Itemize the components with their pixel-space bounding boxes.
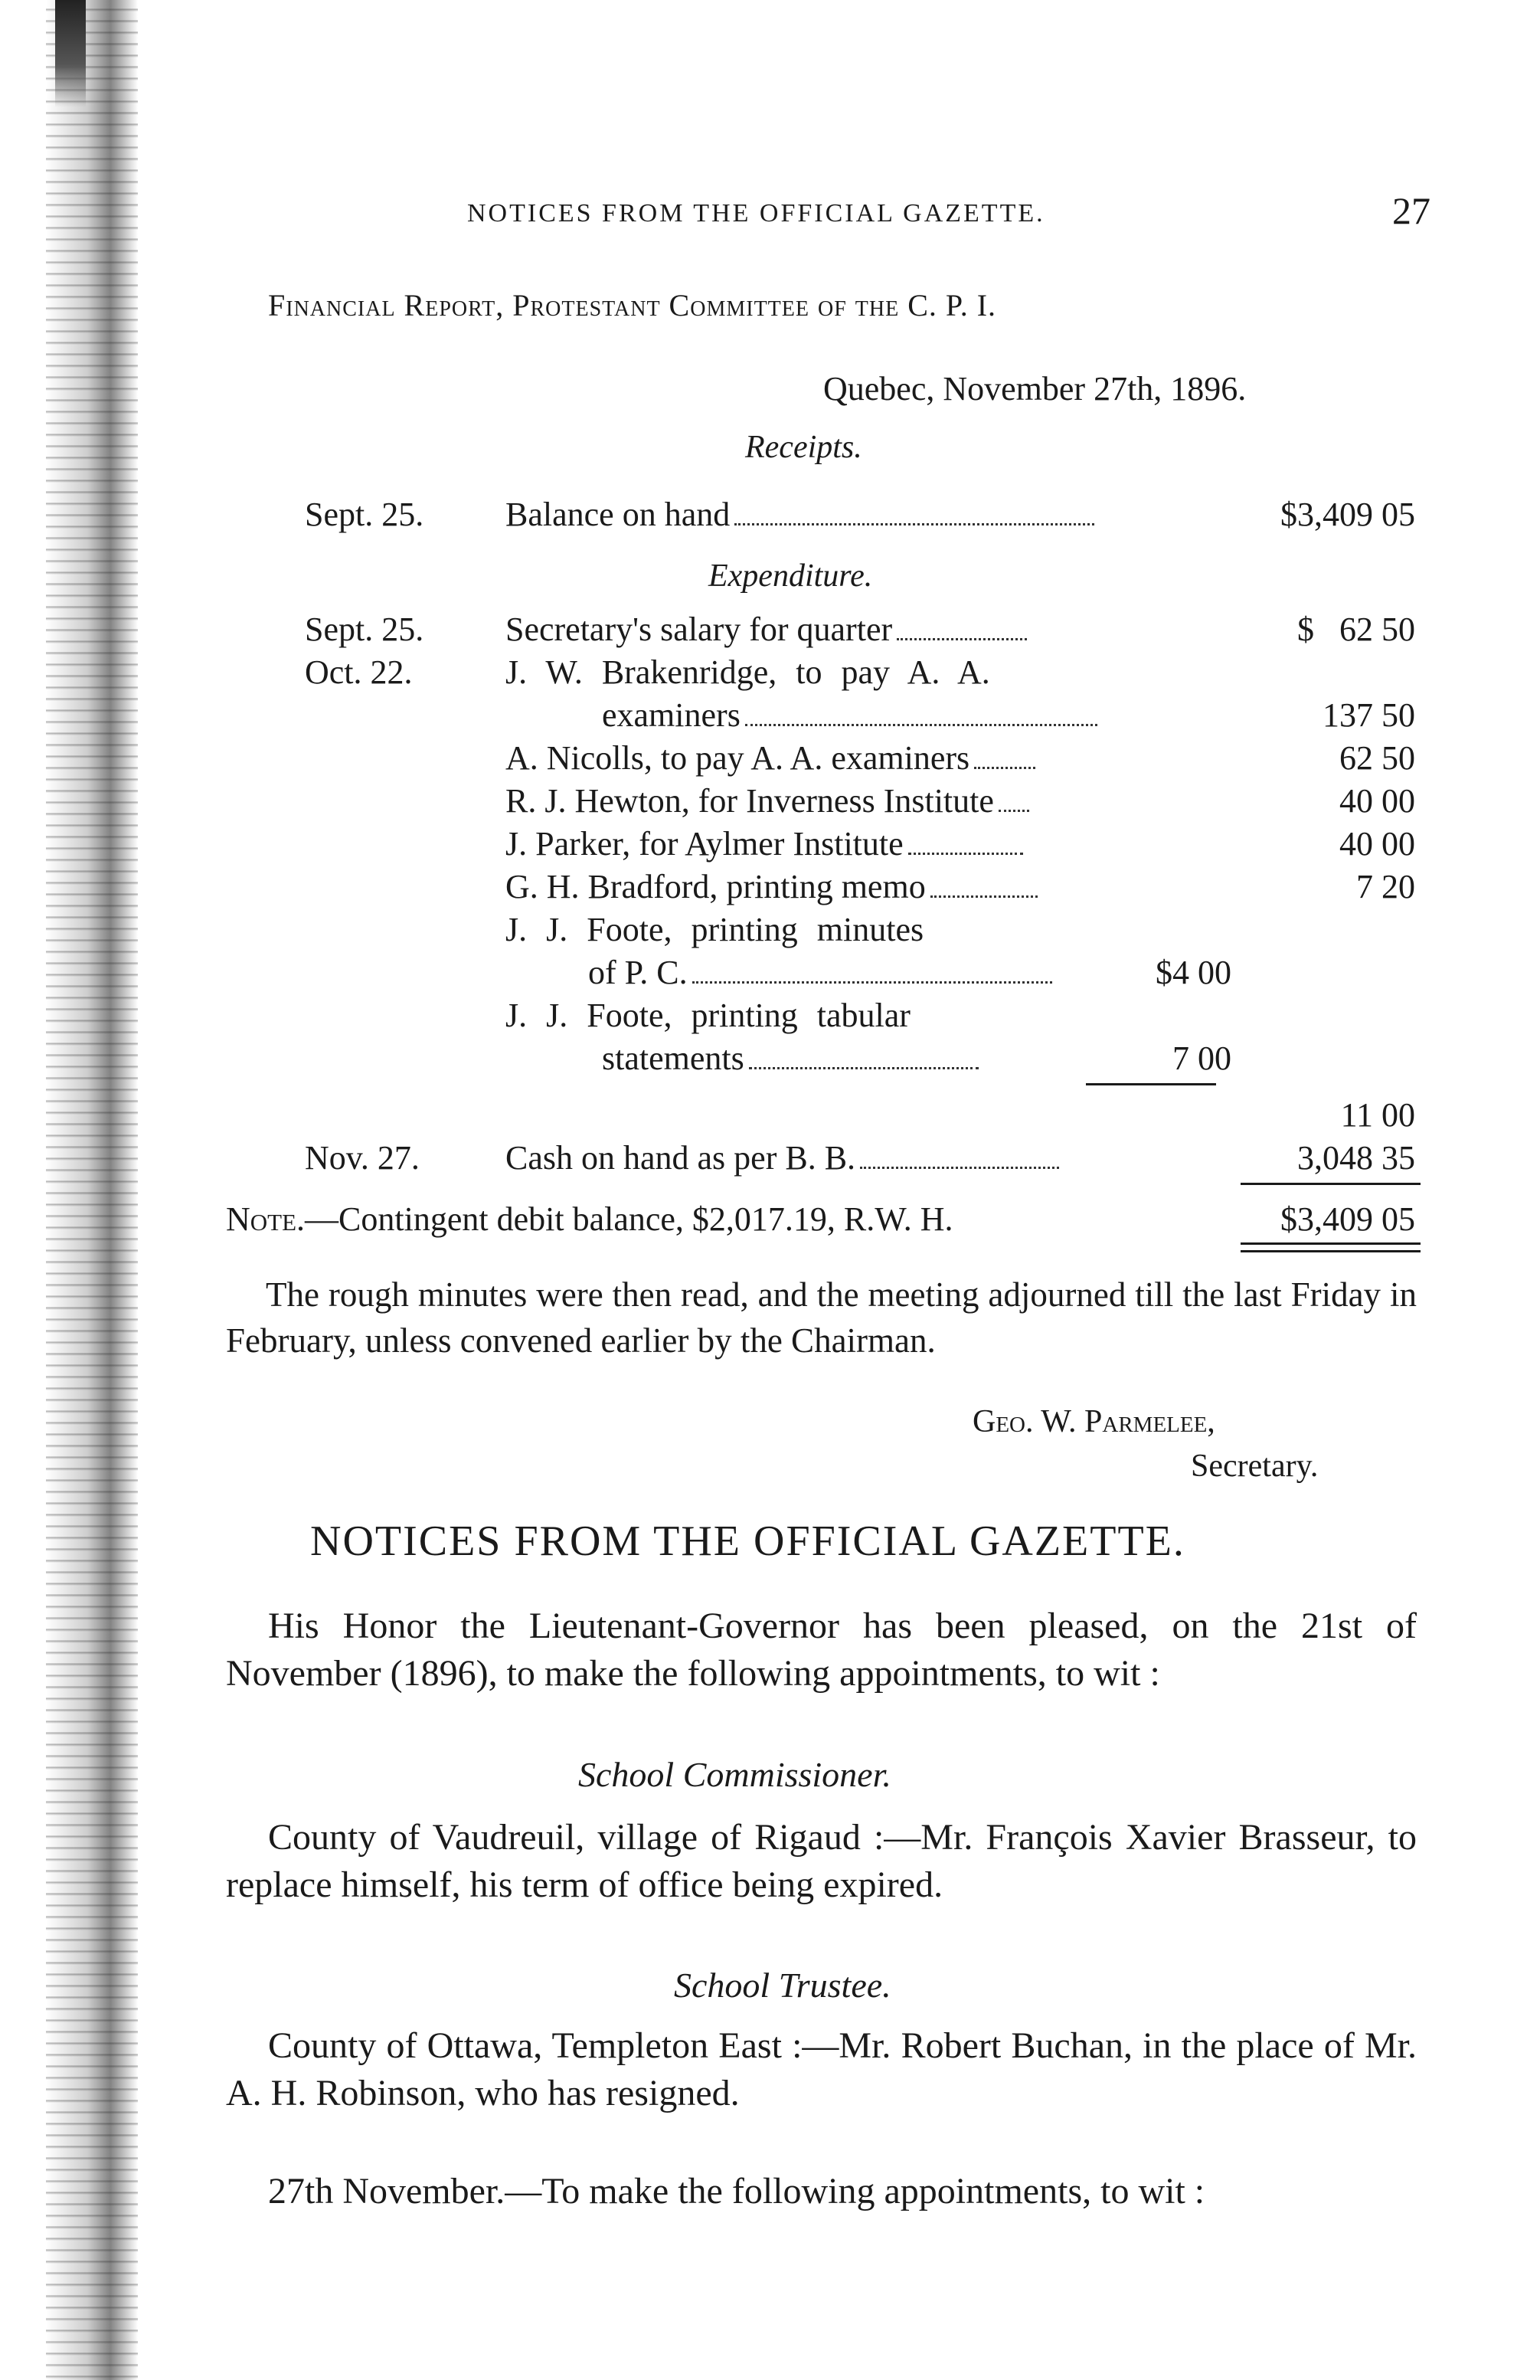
expenditure-sub-amount: 7 00 — [1172, 1039, 1231, 1077]
expenditure-amount: 3,048 35 — [1297, 1139, 1415, 1177]
note-label: Note. — [226, 1200, 306, 1238]
trustee-paragraph: County of Ottawa, Templeton East :—Mr. Robert Buchan, in the place of Mr. A. H. Robinson, who has resigned. — [226, 2025, 1417, 2113]
expenditure-amount: 40 00 — [1339, 825, 1415, 863]
expenditure-amount: $ 62 50 — [1297, 611, 1415, 648]
receipts-heading: Receipts. — [745, 430, 862, 465]
binding-edge-top — [55, 0, 86, 107]
expenditure-desc: J. W. Brakenridge, to pay A. A. — [505, 653, 990, 691]
expenditure-date: Sept. 25. — [305, 611, 424, 648]
expenditure-amount: 62 50 — [1339, 739, 1415, 777]
total-rule-bottom-2 — [1241, 1250, 1421, 1252]
appointments-paragraph: 27th November.—To make the following appointments, to wit : — [268, 2171, 1205, 2211]
commissioner-paragraph: County of Vaudreuil, village of Rigaud :—Mr. François Xavier Brasseur, to replace himself, his term of office being expired. — [226, 1817, 1417, 1905]
subhead-school-trustee: School Trustee. — [674, 1966, 891, 2005]
expenditure-desc: R. J. Hewton, for Inverness Institute — [505, 782, 994, 820]
report-dateline: Quebec, November 27th, 1896. — [823, 370, 1247, 408]
expenditure-date: Oct. 22. — [305, 653, 413, 691]
subtotal-amount: 11 00 — [1340, 1096, 1415, 1134]
expenditure-amount: 7 20 — [1356, 868, 1415, 905]
report-total: $3,409 05 — [1280, 1200, 1415, 1238]
expenditure-desc: Cash on hand as per B. B. — [505, 1139, 856, 1177]
running-head: NOTICES FROM THE OFFICIAL GAZETTE. — [467, 199, 1045, 228]
receipt-desc: Balance on hand — [505, 496, 731, 533]
receipt-date: Sept. 25. — [305, 496, 424, 533]
expenditure-heading: Expenditure. — [708, 558, 873, 594]
gazette-intro: His Honor the Lieutenant-Governor has been pleased, on the 21st of November (1896), to make the following appointments, to wit : — [226, 1606, 1417, 1694]
binding-edge — [46, 0, 138, 2380]
expenditure-sub-amount: $4 00 — [1156, 954, 1231, 991]
total-rule-top — [1241, 1183, 1421, 1185]
report-title: Financial Report, Protestant Committee of the C. P. I. — [268, 288, 997, 322]
expenditure-desc: Secretary's salary for quarter — [505, 611, 893, 648]
expenditure-desc-cont: of P. C. — [588, 954, 688, 991]
subhead-school-commissioner: School Commissioner. — [578, 1755, 891, 1794]
signature-title: Secretary. — [1191, 1449, 1319, 1484]
expenditure-desc: G. H. Bradford, printing memo — [505, 868, 926, 905]
page-number: 27 — [1392, 189, 1430, 232]
expenditure-date: Nov. 27. — [305, 1139, 420, 1177]
expenditure-amount: 137 50 — [1323, 696, 1415, 734]
total-rule-bottom-1 — [1241, 1242, 1421, 1245]
receipt-amount: $3,409 05 — [1280, 496, 1415, 533]
minutes-paragraph: The rough minutes were then read, and the meeting adjourned till the last Friday in February, unless convened earlier by the Chairman. — [226, 1275, 1417, 1360]
expenditure-desc: J. J. Foote, printing tabular — [505, 997, 911, 1034]
expenditure-desc-cont: examiners — [602, 696, 741, 734]
expenditure-desc: A. Nicolls, to pay A. A. examiners — [505, 739, 970, 777]
gazette-title: NOTICES FROM THE OFFICIAL GAZETTE. — [310, 1517, 1185, 1565]
subtotal-rule — [1086, 1083, 1216, 1085]
expenditure-desc-cont: statements — [602, 1039, 744, 1077]
signature-name: Geo. W. Parmelee, — [973, 1404, 1215, 1439]
note-text: —Contingent debit balance, $2,017.19, R.W. H. — [305, 1200, 953, 1238]
expenditure-desc: J. J. Foote, printing minutes — [505, 911, 924, 948]
expenditure-desc: J. Parker, for Aylmer Institute — [505, 825, 904, 863]
expenditure-amount: 40 00 — [1339, 782, 1415, 820]
